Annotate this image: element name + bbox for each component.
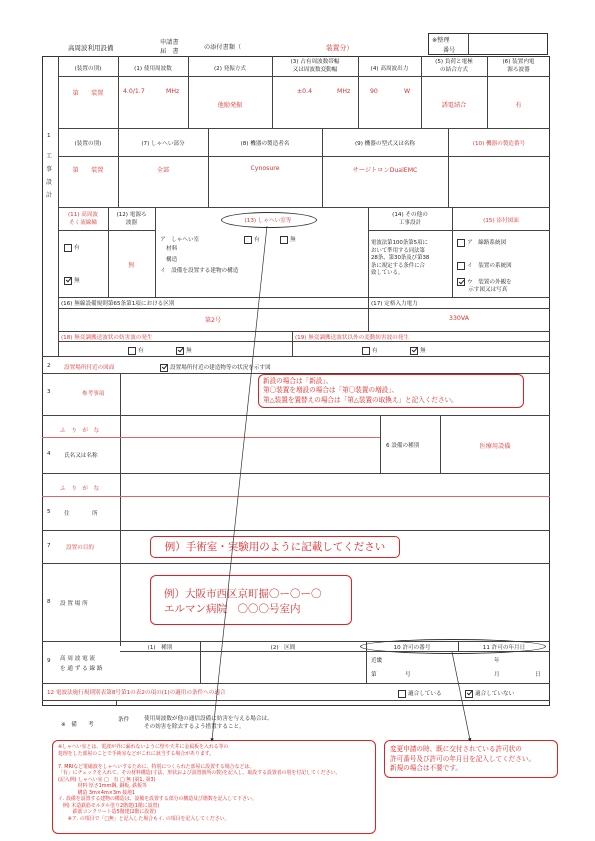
form-title: 高周波利用設備 bbox=[68, 44, 114, 52]
hdr2-serial: (10) 機器の製造番号 bbox=[472, 141, 526, 147]
val2-shield: 全部 bbox=[156, 167, 170, 174]
arrow-shield bbox=[212, 226, 267, 740]
sec10-permit-no: 10 許可の番号 bbox=[393, 645, 431, 651]
shield-structure: 構造 bbox=[166, 257, 178, 263]
seiri-label: ※整理 bbox=[432, 37, 450, 44]
attach-a[interactable]: ア 線路系統図 bbox=[457, 238, 506, 247]
note-shield: ※しゃへい室とは、電波が外に漏れないように壁や天井に金属板を入れる等の 処理をした部屋のことで手術室などがこれに該当する場合があります。 7. MRIなど電磁波をしゃへいするために、特別につくられた部屋に設置する場合などは、 「有」にチェックを入れて、その材料構造(寸法、形状および設置箇所の数)を記入し、取設する設置者の別を付記してください。 (記入例) しゃへい室 □ 有 □ 無 (第1, 第3) 材料 厚さ1mm鋼, 銅板, 鉄板等 構造 3m×4m×3m 接地1 イ. 設備を設置する建物の構造は、設備を設置する部分の構造及び階数を記入して下さい。 例) 木造鉄筋モルタル塗り2階建(1階に設置) 鉄筋コンクリート造5階建(2階に設置) ※ア. の項目で「□無」と記入した場合もイ. の項目を記入してください。 bbox=[52, 740, 376, 834]
year-label: 年 bbox=[494, 658, 500, 664]
sec8-num: 8 bbox=[47, 599, 51, 605]
sec3-num: 3 bbox=[47, 389, 51, 395]
month-label: 月 bbox=[494, 672, 500, 678]
row18-label: (18) 無変調搬送波状の妨害波の発生 bbox=[61, 335, 153, 341]
row18-no[interactable]: 無 bbox=[176, 346, 192, 355]
row16-label: (16) 無線設備規則第65条第1項における区別 bbox=[61, 301, 175, 307]
sec5-num: 5 bbox=[47, 509, 51, 515]
hdr-freq: (1) 使用周波数 bbox=[134, 66, 172, 72]
val-power-unit: W bbox=[404, 88, 411, 95]
hf-wire-no[interactable]: 無 bbox=[64, 276, 80, 285]
hf-wire-yes[interactable]: 有 bbox=[64, 243, 80, 252]
hdr2-shield: (7) しゃへい部分 bbox=[141, 141, 185, 147]
sec3-label: 参考事項 bbox=[82, 391, 105, 397]
val-filter: 有 bbox=[515, 102, 522, 109]
val-freq-unit: MHz bbox=[166, 88, 180, 95]
sec1-num: 1 bbox=[47, 133, 51, 139]
hdr3-other-design: (14) その他の 工事設計 bbox=[392, 212, 428, 226]
hdr3-shield-room: (13) しゃへい室等 bbox=[244, 218, 292, 224]
hdr2-device: (装置の別) bbox=[74, 141, 102, 147]
sec12-text: 12 電波法施行規則別表第8号第1の表2の項の(1)の適用の条件への適合 bbox=[47, 690, 226, 696]
sheet-count: 装置分） bbox=[326, 44, 354, 52]
attach-i[interactable]: イ 装置の系統図 bbox=[457, 261, 512, 270]
sec5-furigana: ふ り が な bbox=[60, 486, 100, 492]
row19-yes[interactable]: 有 bbox=[362, 346, 378, 355]
note-reference: 新設の場合は「新設」、 第〇装置を増設の場合は「第〇装置の増設」、 第△装置を置替えの場合は「第△装置の取換え」と記入ください。 bbox=[258, 374, 524, 408]
arrow-permit bbox=[452, 652, 470, 740]
sec4-num: 4 bbox=[47, 451, 51, 457]
sec12-opt1[interactable]: 適合している bbox=[398, 689, 442, 698]
hdr2-model: (9) 機器の型式又は名称 bbox=[354, 141, 416, 147]
hdr-device: (装置の別) bbox=[74, 66, 102, 72]
row17-value: 330VA bbox=[449, 315, 469, 322]
sec9-area: (2) 区間 bbox=[270, 645, 296, 651]
val2-maker: Cynosure bbox=[250, 165, 280, 172]
hdr-coupling: (5) 負荷と電極 の結合方式 bbox=[435, 59, 473, 73]
day-label: 日 bbox=[535, 672, 541, 678]
sec7-num: 7 bbox=[47, 543, 51, 549]
row17-label: (17) 定格入力電力 bbox=[371, 301, 418, 307]
dai-label: 第 bbox=[371, 672, 377, 678]
hdr-band: (3) 占有周波数帯幅 又は周波数変動幅 bbox=[290, 59, 340, 73]
row19-no[interactable]: 無 bbox=[410, 346, 426, 355]
val-device: 第 装置 bbox=[72, 90, 104, 97]
sec1-side-label: 工事設計 bbox=[46, 153, 53, 199]
attach-u[interactable]: ウ 装置の外観を 示す図又は写真 bbox=[457, 278, 512, 295]
kinki-label: 近畿 bbox=[371, 658, 383, 664]
cond-text: 使用周波数が他の通信設備に妨害を与える場合は、 その妨害を除去するよう措置すること。 bbox=[144, 716, 273, 730]
sec9-label-2: を 通 ず る 線 路 bbox=[60, 666, 103, 672]
sec7-example: 例）手術室・実験用のように記載してください bbox=[150, 536, 400, 558]
shield-room-no[interactable]: 無 bbox=[280, 235, 296, 244]
row19-label: (19) 無変調搬送波状以外の変動妨害波の発生 bbox=[295, 335, 409, 341]
val2-device: 第 装置 bbox=[72, 167, 104, 174]
hdr2-maker: (8) 機器の製造者名 bbox=[240, 141, 290, 147]
sec2-check[interactable]: 設置場所付近の建造物等の状況を示す図 bbox=[160, 363, 271, 372]
row18-yes[interactable]: 有 bbox=[128, 346, 144, 355]
shield-material: 材料 bbox=[166, 246, 178, 252]
val-power: 90 bbox=[370, 88, 378, 95]
hdr-filter: (6) 装置内電 源ろ波器 bbox=[502, 59, 535, 73]
val-band-unit: MHz bbox=[337, 88, 351, 95]
sec2-label: 設置場所付近の図面 bbox=[64, 365, 115, 371]
sec8-label: 設 置 場 所 bbox=[60, 601, 88, 607]
note-permit: 変更申請の時、既に交付されている許可状の 許可番号及び許可の年月日を記入してください。 新規の場合は不要です。 bbox=[384, 740, 558, 778]
sec4-label: 氏名又は名称 bbox=[64, 453, 98, 459]
sec7-label: 設置の目的 bbox=[66, 545, 94, 551]
sec5-label: 住 所 bbox=[64, 511, 98, 517]
sec9-num: 9 bbox=[47, 658, 51, 664]
sec12-opt2[interactable]: 適合していない bbox=[465, 689, 514, 698]
val-freq: 4.0/1.7 bbox=[123, 88, 145, 95]
hdr-power: (4) 高周波出力 bbox=[370, 66, 409, 72]
sec2-num: 2 bbox=[47, 363, 51, 369]
hdr3-hf-wire: (11) 高周波 そく流線輪 bbox=[67, 212, 99, 226]
remarks-label: ※ 備 考 bbox=[61, 722, 94, 728]
doc-type-top: 申請書 bbox=[160, 39, 179, 46]
sec8-example-line2: エルマン病院 〇〇〇号室内 bbox=[164, 603, 301, 615]
val2-model: サージトロンDualEMC bbox=[352, 167, 418, 174]
sec9-label-1: 高 周 波 電 流 bbox=[60, 656, 96, 662]
other-design-text: 電波法第100条第5項に おいて準用する同法第 28条、第30条及び第38 条に規定する条件に合 致している。 bbox=[371, 240, 430, 277]
bango-label: 番号 bbox=[443, 47, 456, 54]
power-filter-value: 無 bbox=[128, 262, 135, 269]
sec6-label: 6 設備の種別 bbox=[386, 443, 420, 449]
sec6-value: 医療用設備 bbox=[479, 443, 511, 450]
hdr-osc: (2) 発振方式 bbox=[213, 66, 247, 72]
val-band: ±0.4 bbox=[297, 88, 313, 95]
go-label: 号 bbox=[405, 672, 411, 678]
shield-room-a: ア しゃへい室 bbox=[160, 237, 200, 243]
attach-label: の添付書類（ bbox=[204, 44, 242, 51]
row16-value: 第2号 bbox=[204, 317, 222, 324]
shield-room-yes[interactable]: 有 bbox=[244, 235, 260, 244]
val-coupling: 誘電結合 bbox=[441, 102, 467, 109]
sec11-permit-date: 11 許可の年月日 bbox=[482, 645, 526, 651]
sec9-kind: (1) 種別 bbox=[147, 645, 173, 651]
sec4-furigana: ふ り が な bbox=[60, 428, 100, 434]
hdr3-power-filter: (12) 電源ろ 波器 bbox=[116, 212, 147, 226]
shield-building: イ 設備を設置する建物の構造 bbox=[160, 268, 239, 274]
doc-type-bottom: 届 書 bbox=[160, 48, 179, 55]
cond-label: 条件 bbox=[118, 717, 130, 723]
hdr3-attach: (15) 添付図面 bbox=[483, 218, 519, 224]
sec8-example-line1: 例）大阪市西区京町掘〇ー〇ー〇 bbox=[164, 588, 322, 600]
val-osc: 他励発振 bbox=[217, 102, 243, 109]
